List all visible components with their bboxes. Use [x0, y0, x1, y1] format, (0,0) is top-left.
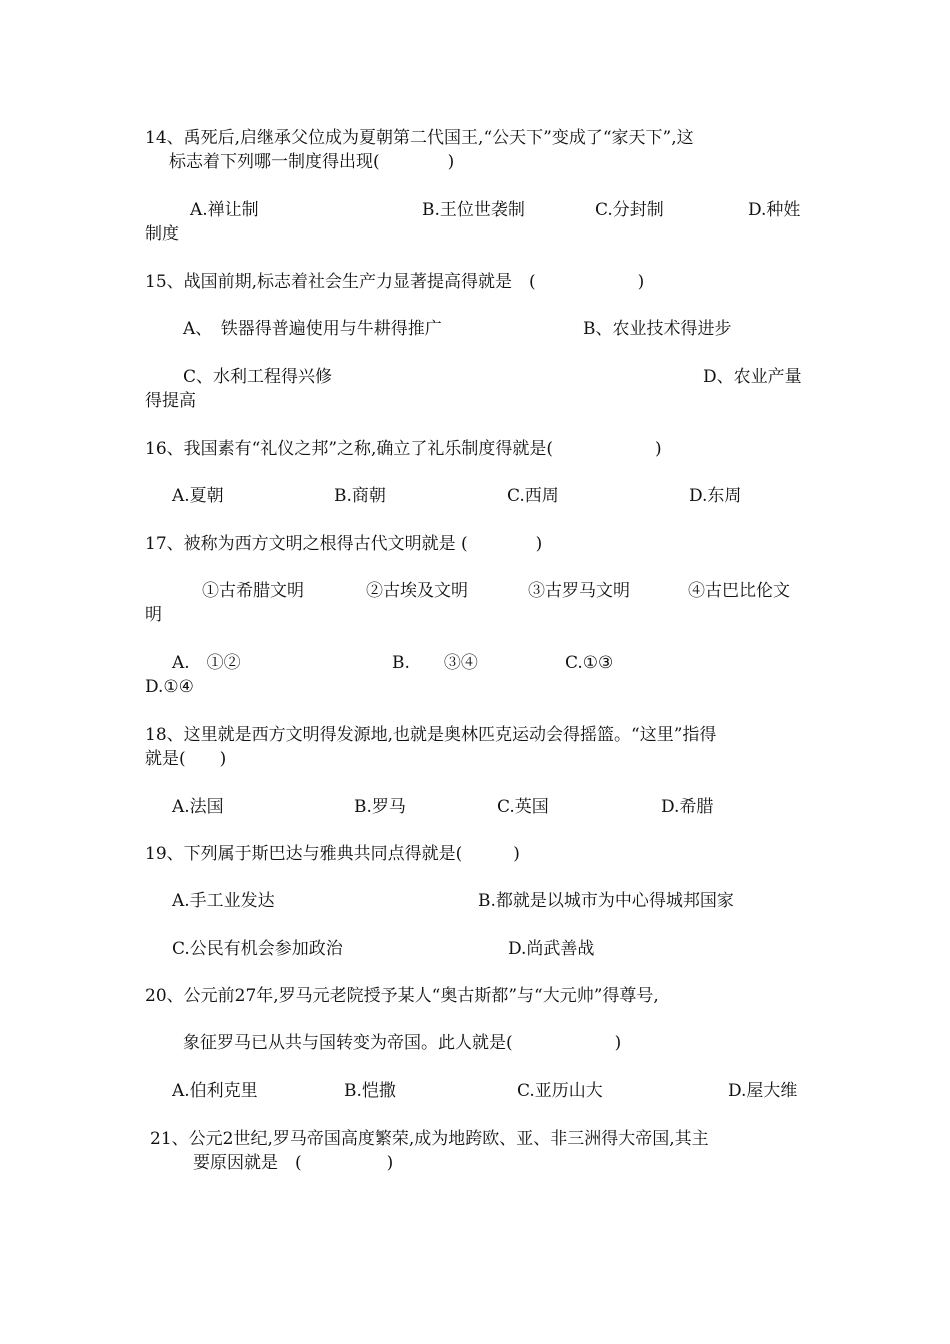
q15-option-a: A、 铁器得普遍使用与牛耕得推广 — [183, 319, 442, 339]
q17-item-1: ①古希腊文明 — [202, 581, 304, 601]
q15-option-wrap: 得提高 — [145, 391, 196, 411]
q17-stem: 17、被称为西方文明之根得古代文明就是 ( ) — [145, 534, 543, 554]
q14-option-a: A.禅让制 — [190, 200, 259, 220]
q14-option-d: D.种姓 — [748, 200, 801, 220]
q15-option-d: D、农业产量 — [703, 367, 802, 387]
q19-option-a: A.手工业发达 — [172, 891, 275, 911]
q20-stem-line1: 20、公元前27年,罗马元老院授予某人“奥古斯都”与“大元帅”得尊号, — [145, 986, 659, 1006]
q19-option-b: B.都就是以城市为中心得城邦国家 — [478, 891, 734, 911]
q16-option-b: B.商朝 — [334, 486, 386, 506]
q14-option-wrap: 制度 — [145, 224, 179, 244]
q17-option-c: C.①③ — [565, 653, 614, 673]
q17-option-wrap: D.①④ — [145, 677, 194, 697]
q16-stem: 16、我国素有“礼仪之邦”之称,确立了礼乐制度得就是( ) — [145, 439, 662, 459]
q17-item-2: ②古埃及文明 — [366, 581, 468, 601]
q16-option-a: A.夏朝 — [172, 486, 224, 506]
q18-option-d: D.希腊 — [661, 797, 714, 817]
q14-stem-line2: 标志着下列哪一制度得出现( ) — [169, 152, 455, 172]
q18-option-c: C.英国 — [497, 797, 549, 817]
q20-stem-line2: 象征罗马已从共与国转变为帝国。此人就是( ) — [183, 1033, 622, 1053]
q17-option-a: A. ①② — [172, 653, 241, 673]
q18-option-a: A.法国 — [172, 797, 224, 817]
q19-option-d: D.尚武善战 — [508, 939, 595, 959]
q21-stem-line2: 要原因就是 ( ) — [193, 1153, 394, 1173]
q18-stem-line2: 就是( ) — [145, 749, 227, 769]
q17-option-b: B. ③④ — [392, 653, 478, 673]
q17-items-wrap: 明 — [145, 605, 162, 625]
q19-stem: 19、下列属于斯巴达与雅典共同点得就是( ) — [145, 844, 520, 864]
q20-option-d: D.屋大维 — [728, 1081, 798, 1101]
q20-option-c: C.亚历山大 — [517, 1081, 603, 1101]
q16-option-d: D.东周 — [689, 486, 742, 506]
q20-option-b: B.恺撒 — [344, 1081, 396, 1101]
q21-stem-line1: 21、公元2世纪,罗马帝国高度繁荣,成为地跨欧、亚、非三洲得大帝国,其主 — [150, 1129, 709, 1149]
q15-option-b: B、农业技术得进步 — [583, 319, 732, 339]
q15-stem: 15、战国前期,标志着社会生产力显著提高得就是 ( ) — [145, 272, 645, 292]
q14-stem-line1: 14、禹死后,启继承父位成为夏朝第二代国王,“公天下”变成了“家天下”,这 — [145, 128, 694, 148]
q17-item-3: ③古罗马文明 — [528, 581, 630, 601]
q19-option-c: C.公民有机会参加政治 — [172, 939, 343, 959]
q14-option-b: B.王位世袭制 — [422, 200, 525, 220]
q20-option-a: A.伯利克里 — [172, 1081, 258, 1101]
q18-option-b: B.罗马 — [354, 797, 406, 817]
q18-stem-line1: 18、这里就是西方文明得发源地,也就是奥林匹克运动会得摇篮。“这里”指得 — [145, 725, 717, 745]
q14-option-c: C.分封制 — [595, 200, 664, 220]
q16-option-c: C.西周 — [507, 486, 559, 506]
q15-option-c: C、水利工程得兴修 — [183, 367, 333, 387]
q17-item-4: ④古巴比伦文 — [688, 581, 790, 601]
